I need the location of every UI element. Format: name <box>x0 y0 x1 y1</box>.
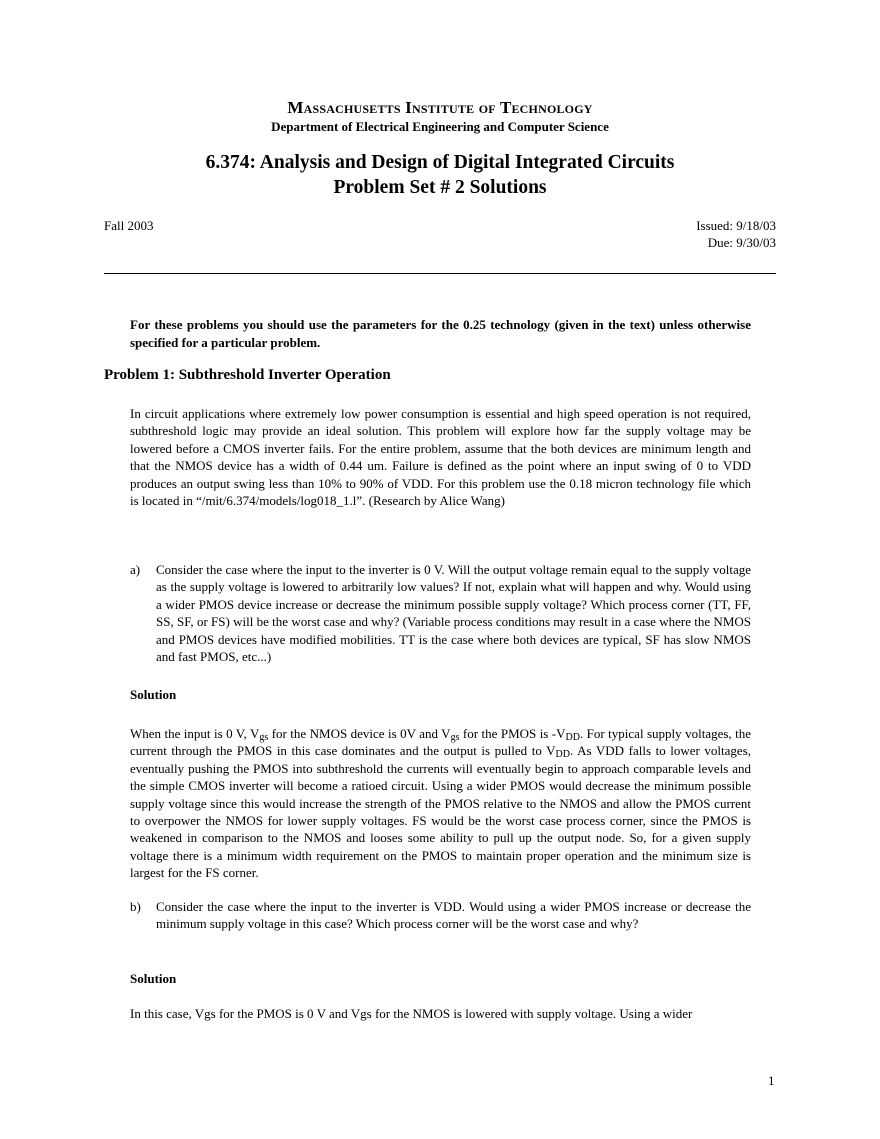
problem-1-heading: Problem 1: Subthreshold Inverter Operation <box>104 367 391 383</box>
department-name: Department of Electrical Engineering and Computer Science <box>271 119 609 134</box>
page-number: 1 <box>768 1073 775 1088</box>
institute-name: Massachusetts Institute of Technology <box>287 98 593 117</box>
header-divider <box>104 273 776 274</box>
part-a-question: Consider the case where the input to the inverter is 0 V. Will the output voltage remain equal to the supply voltage as the supply voltage is lowered to arbitrarily low values? If not, explain what will happen and why. Would using a wider PMOS device increase or decrease the minimum possible supply voltage? Which process corner (TT, FF, SS, SF, or FS) will be the worst case and why? (Variable process conditions may result in a case where the NMOS and PMOS devices have modified mobilities. TT is the case where both devices are typical, SF has slow NMOS and fast PMOS, etc...) <box>156 562 751 665</box>
problem-1-description: In circuit applications where extremely low power consumption is essential and high speed operation is not required, subthreshold logic may provide an ideal solution. This problem will explore how far the supply voltage may be lowered before a CMOS inverter fails. For the entire problem, assume that the both devices are minimum length and that the NMOS device has a width of 0.44 um. Failure is defined as the point where an input swing of 0 to VDD produces an output swing less than 10% to 90% of VDD. For this problem use the 0.18 micron technology file which is located in “/mit/6.374/models/log018_1.l”. (Research by Alice Wang) <box>130 406 751 509</box>
part-a-solution-heading: Solution <box>130 687 177 702</box>
part-a-label: a) <box>130 562 141 577</box>
intro-note: For these problems you should use the parameters for the 0.25 technology (given in the text) unless otherwise specified for a particular problem. <box>130 317 751 350</box>
part-b-question: Consider the case where the input to the inverter is VDD. Would using a wider PMOS increase or decrease the minimum supply voltage in this case? Which process corner will be the worst case and why? <box>156 899 751 932</box>
part-b-label: b) <box>130 899 141 914</box>
course-title: 6.374: Analysis and Design of Digital Integrated Circuits <box>205 152 675 173</box>
term-label: Fall 2003 <box>104 218 154 233</box>
part-b <box>130 898 751 933</box>
part-b-solution: In this case, Vgs for the PMOS is 0 V and Vgs for the NMOS is lowered with supply voltage. Using a wider <box>130 1006 693 1021</box>
part-b-solution-heading: Solution <box>130 971 177 986</box>
due-date: Due: 9/30/03 <box>707 235 776 250</box>
problem-set-title: Problem Set # 2 Solutions <box>333 177 547 198</box>
issued-date: Issued: 9/18/03 <box>696 218 776 233</box>
part-a-solution: When the input is 0 V, $V_{gs}$ for the NMOS device is 0V and $V_{gs}$ for the PMOS is $-V_{DD}$. For typical supply voltages, the current through the PMOS in this case dominates and the output is pulled to $V_{DD}$. As VDD falls to lower voltages, eventually pushing the PMOS into subthreshold the currents will eventually begin to approach comparable levels and the simple CMOS inverter will become a ratioed circuit. Using a wider PMOS would decrease the minimum possible supply voltage since this would increase the strength of the PMOS relative to the NMOS and allow the PMOS current to overpower the NMOS for lower supply voltages. FS would be the worst case process corner, since the PMOS is weakened in comparison to the NMOS and looses some ability to pull up the output node. So, for a given supply voltage there is a minimum width requirement on the PMOS to maintain proper operation and the minimum size is largest for the FS corner. <box>130 726 752 881</box>
part-a <box>130 561 751 665</box>
